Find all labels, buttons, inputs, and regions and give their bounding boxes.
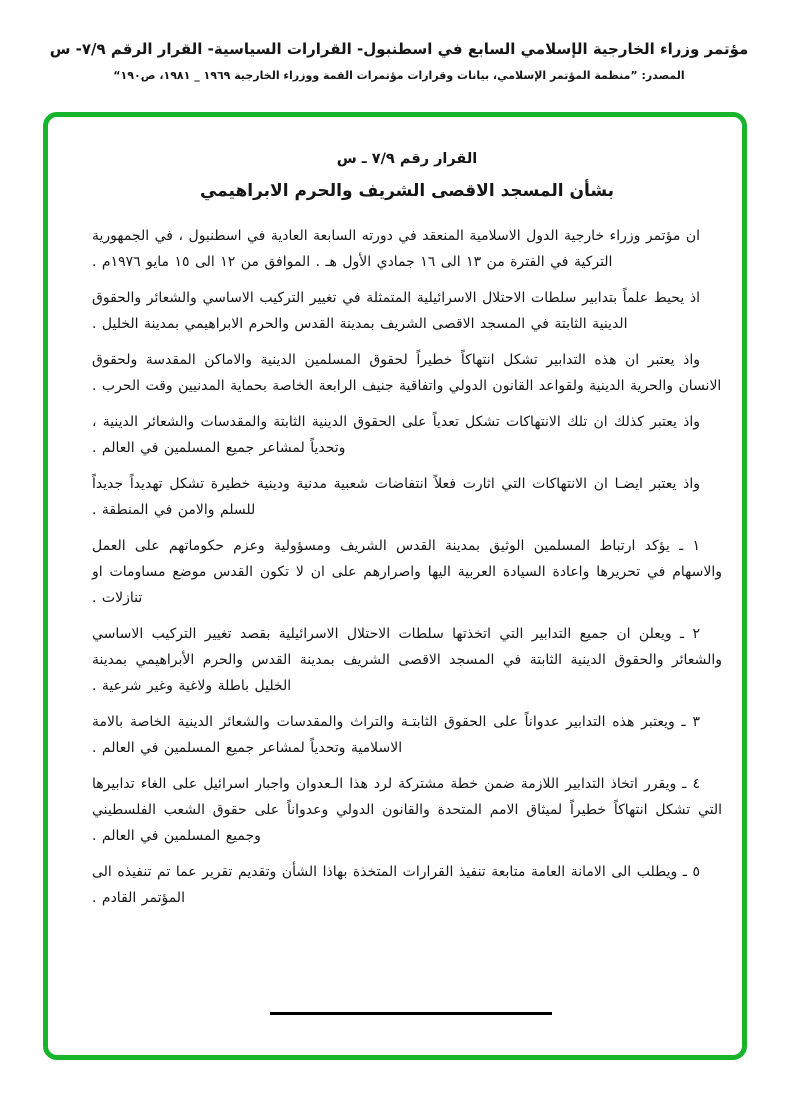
preamble-paragraph: اذ يحيط علماً بتدابير سلطات الاحتلال الاسرائيلية المتمثلة في تغيير التركيب الاساسي والشعائر والحقوق الدينية الثابتة في المسجد الاقصى الشريف بمدينة القدس والحرم الابراهيمي بمدينة الخليل . <box>92 290 700 332</box>
resolution-subject-title: بشأن المسجد الاقصى الشريف والحرم الابراهيمي <box>199 181 615 201</box>
source-citation: المصدر: ”منظمة المؤتمر الإسلامي، بيانات وقرارات مؤتمرات القمة ووزراء الخارجية ١٩٦٩ _ ١٩٨١، ص١٩٠“ <box>113 69 685 82</box>
resolution-clause-2: ٢ ـ ويعلن ان جميع التدابير التي اتخذتها سلطات الاحتلال الاسرائيلية بقصد تغيير التركيب الاساسي والشعائر والحقوق الدينية الثابتة في المسجد الاقصى الشريف بمدينة القدس والحرم الأبراهيمي بمدينة الخليل باطلة ولاغية وغير شرعية . <box>92 626 722 694</box>
document-body <box>48 117 742 921</box>
resolution-clause-1: ١ ـ يؤكد ارتباط المسلمين الوثيق بمدينة القدس الشريف ومسؤولية وعزم حكوماتهم على العمل والاسهام في تحريرها واعادة السيادة العربية اليها واصرارهم على ان لا تكون القدس موضع مساومات او تنازلات . <box>92 538 722 606</box>
page-header <box>0 40 798 82</box>
resolution-clause-3: ٣ ـ ويعتبر هذه التدابير عدواناً على الحقوق الثابتـة والتراث والمقدسات والشعائر الدينية الخاصة بالامة الاسلامية وتحدياً لمشاعر جميع المسلمين في العالم . <box>92 714 700 756</box>
resolution-number-title: القرار رقم ٧/٩ ـ س <box>336 151 478 167</box>
preamble-paragraph: واذ يعتبر ان هذه التدابير تشكل انتهاكاً خطيراً لحقوق المسلمين الدينية والاماكن المقدسة ولحقوق الانسان والحرية الدينية ولقواعد القانون الدولي واتفاقية جنيف الرابعة الخاصة بحماية المدنيين وقت الحرب . <box>92 352 722 394</box>
conference-title: مؤتمر وزراء الخارجية الإسلامي السابع في اسطنبول- القرارات السياسية- القرار الرقم ٧/٩- س <box>49 40 749 58</box>
footer-divider-line <box>270 1012 552 1015</box>
preamble-paragraph: ان مؤتمر وزراء خارجية الدول الاسلامية المنعقد في دورته السابعة العادية في اسطنبول ، في الجمهورية التركية في الفترة من ١٣ الى ١٦ جمادي الأول هـ . الموافق من ١٢ الى ١٥ مايو ١٩٧٦م . <box>92 228 700 270</box>
preamble-paragraph: واذ يعتبر كذلك ان تلك الانتهاكات تشكل تعدياً على الحقوق الدينية الثابتة والمقدسات والشعائر الدينية ، وتحدياً لمشاعر جميع المسلمين في العالم . <box>92 414 700 456</box>
resolution-clause-5: ٥ ـ ويطلب الى الامانة العامة متابعة تنفيذ القرارات المتخذة بهاذا الشأن وتقديم تقرير عما تم تنفيذه الى المؤتمر القادم . <box>92 864 700 906</box>
preamble-paragraph: واذ يعتبر ايضـا ان الانتهاكات التي اثارت فعلاً انتفاضات شعبية مدنية ودينية خطيرة تشكل تهديداً جديداً للسلم والامن في المنطقة . <box>92 476 700 518</box>
resolution-clause-4: ٤ ـ ويقرر اتخاذ التدابير اللازمة ضمن خطة مشتركة لرد هذا الـعدوان واجبار اسرائيل على الغاء تدابيرها التي تشكل انتهاكاً خطيراً لميثاق الامم المتحدة والقانون الدولي وعدواناً على حقوق الشعب الفلسطيني وجميع المسلمين في العالم . <box>92 776 722 844</box>
